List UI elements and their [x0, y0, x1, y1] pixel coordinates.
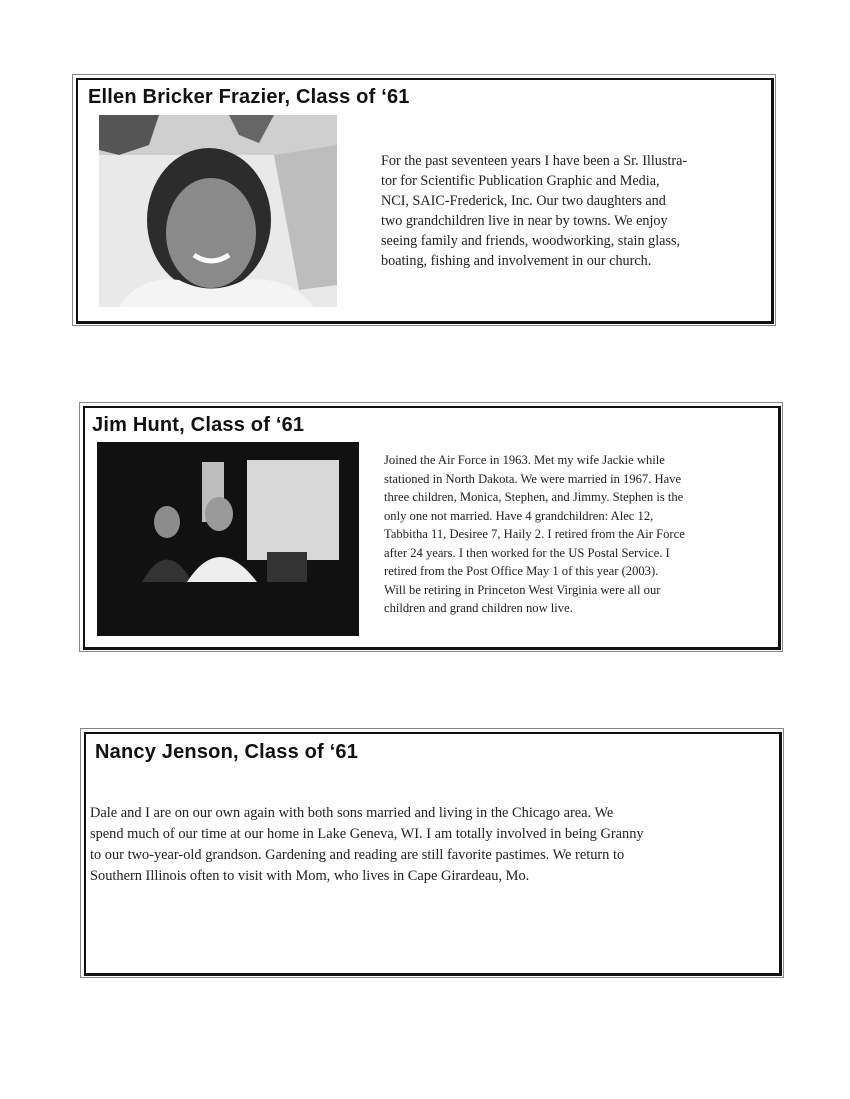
couple-photo-image	[97, 442, 359, 636]
profile-name: Ellen Bricker Frazier, Class of ‘61	[88, 86, 410, 108]
profile-name: Nancy Jenson, Class of ‘61	[95, 741, 359, 763]
profile-name: Jim Hunt, Class of ‘61	[92, 414, 305, 436]
profile-photo-jim	[97, 442, 359, 636]
profile-card-jim	[79, 402, 783, 652]
portrait-image	[99, 115, 337, 307]
profile-bio: For the past seventeen years I have been a Sr. Illustra- tor for Scientific Publication Graphic and Media, NCI, SAIC-Frederick, Inc. Our two daughters and two grandchildren live in near by towns. We enjoy seeing family and friends, woodworking, stain glass, boating, fishing and involvement in our church.	[381, 153, 688, 269]
profile-bio: Dale and I are on our own again with both sons married and living in the Chicago area. We spend much of our time at our home in Lake Geneva, WI. I am totally involved in being Granny to our two-year-old grandson. Gardening and reading are still favorite pastimes. We return to Southern Illinois often to visit with Mom, who lives in Cape Girardeau, Mo.	[90, 805, 644, 884]
profile-photo-ellen	[99, 115, 337, 307]
profile-card-nancy	[80, 728, 784, 978]
profile-bio: Joined the Air Force in 1963. Met my wife Jackie while stationed in North Dakota. We were married in 1967. Have three children, Monica, Stephen, and Jimmy. Stephen is the only one not married. Have 4 grandchildren: Alec 12, Tabbitha 11, Desiree 7, Haily 2. I retired from the Air Force after 24 years. I then worked for the US Postal Service. I retired from the Post Office May 1 of this year (2003). Will be retiring in Princeton West Virginia were all our children and grand children now live.	[384, 453, 685, 615]
profile-card-ellen	[72, 74, 776, 326]
